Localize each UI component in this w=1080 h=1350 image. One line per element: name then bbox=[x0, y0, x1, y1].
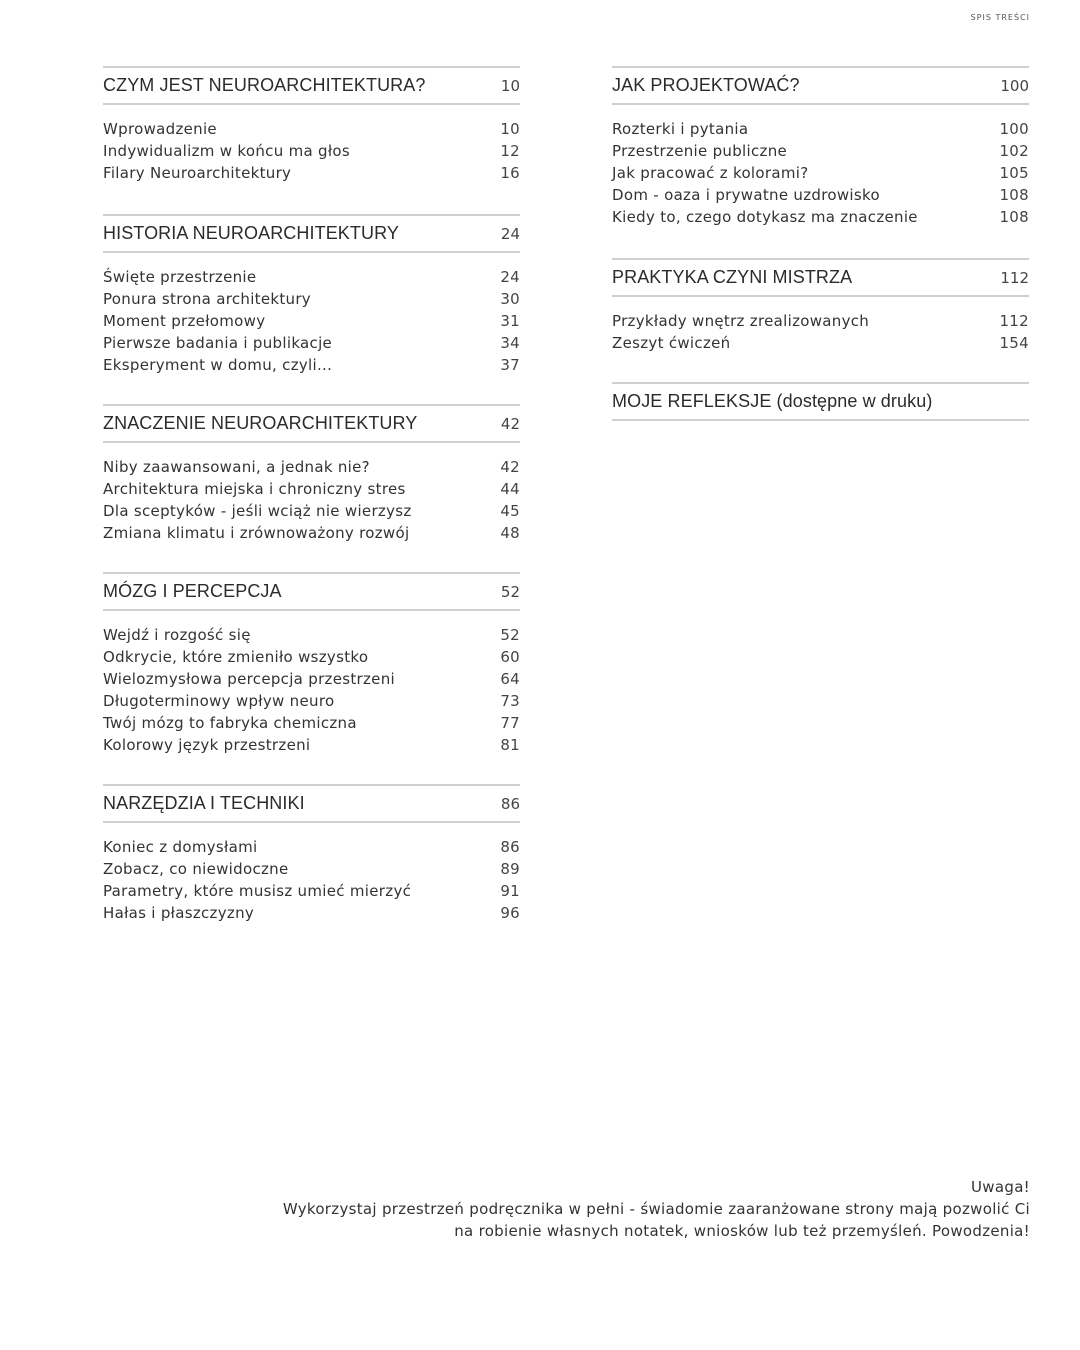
section-entries bbox=[103, 105, 520, 184]
entry-label: Zmiana klimatu i zrównoważony rozwój bbox=[103, 524, 410, 542]
entry-label: Wielozmysłowa percepcja przestrzeni bbox=[103, 670, 395, 688]
section-title: MÓZG I PERCEPCJA bbox=[103, 581, 282, 601]
entry-page-number: 60 bbox=[500, 648, 520, 666]
toc-entry bbox=[103, 162, 520, 184]
section-header bbox=[103, 214, 520, 253]
toc-left-column bbox=[103, 66, 520, 924]
toc-entry bbox=[103, 354, 520, 376]
entry-label: Architektura miejska i chroniczny stres bbox=[103, 480, 406, 498]
toc-right-column bbox=[612, 66, 1029, 421]
note-heading: Uwaga! bbox=[971, 1178, 1030, 1196]
section-entries bbox=[612, 105, 1029, 228]
section-entries bbox=[103, 443, 520, 544]
entry-page-number: 44 bbox=[500, 480, 520, 498]
toc-entry bbox=[103, 646, 520, 668]
entry-label: Odkrycie, które zmieniło wszystko bbox=[103, 648, 369, 666]
section-page-number: 100 bbox=[1000, 76, 1029, 95]
note-line-2: na robienie własnych notatek, wniosków lub też przemyśleń. Powodzenia! bbox=[454, 1222, 1030, 1240]
entry-label: Długoterminowy wpływ neuro bbox=[103, 692, 335, 710]
toc-entry bbox=[103, 624, 520, 646]
toc-entry bbox=[103, 500, 520, 522]
section-page-number: 24 bbox=[500, 224, 520, 243]
toc-entry bbox=[612, 310, 1029, 332]
entry-page-number: 73 bbox=[500, 692, 520, 710]
section-title: JAK PROJEKTOWAĆ? bbox=[612, 75, 800, 95]
entry-label: Przykłady wnętrz zrealizowanych bbox=[612, 312, 870, 330]
section-header bbox=[103, 66, 520, 105]
entry-page-number: 108 bbox=[999, 208, 1029, 226]
entry-page-number: 91 bbox=[500, 882, 520, 900]
toc-section bbox=[103, 572, 520, 756]
entry-label: Twój mózg to fabryka chemiczna bbox=[103, 714, 357, 732]
entry-label: Hałas i płaszczyzny bbox=[103, 904, 255, 922]
entry-page-number: 77 bbox=[500, 714, 520, 732]
entry-page-number: 86 bbox=[500, 838, 520, 856]
entry-label: Ponura strona architektury bbox=[103, 290, 311, 308]
section-page-number: 52 bbox=[500, 582, 520, 601]
toc-entry bbox=[612, 332, 1029, 354]
toc-entry bbox=[103, 902, 520, 924]
toc-entry bbox=[612, 140, 1029, 162]
entry-page-number: 31 bbox=[500, 312, 520, 330]
toc-entry bbox=[103, 310, 520, 332]
toc-entry bbox=[612, 162, 1029, 184]
toc-entry bbox=[612, 184, 1029, 206]
entry-page-number: 37 bbox=[500, 356, 520, 374]
note-box bbox=[130, 1176, 1030, 1242]
toc-section bbox=[103, 66, 520, 184]
entry-page-number: 16 bbox=[500, 164, 520, 182]
entry-page-number: 100 bbox=[999, 120, 1029, 138]
section-header bbox=[103, 784, 520, 823]
entry-page-number: 42 bbox=[500, 458, 520, 476]
page-header-label: SPIS TREŚCI bbox=[970, 13, 1030, 22]
section-entries bbox=[103, 611, 520, 756]
entry-page-number: 12 bbox=[500, 142, 520, 160]
toc-entry bbox=[612, 118, 1029, 140]
section-page-number: 112 bbox=[1000, 268, 1029, 287]
section-title: PRAKTYKA CZYNI MISTRZA bbox=[612, 267, 853, 287]
entry-label: Parametry, które musisz umieć mierzyć bbox=[103, 882, 412, 900]
section-title: ZNACZENIE NEUROARCHITEKTURY bbox=[103, 413, 418, 433]
entry-label: Pierwsze badania i publikacje bbox=[103, 334, 333, 352]
section-entries bbox=[103, 253, 520, 376]
entry-page-number: 10 bbox=[500, 120, 520, 138]
entry-page-number: 102 bbox=[999, 142, 1029, 160]
entry-page-number: 52 bbox=[500, 626, 520, 644]
entry-label: Eksperyment w domu, czyli... bbox=[103, 356, 333, 374]
entry-page-number: 64 bbox=[500, 670, 520, 688]
section-header bbox=[612, 258, 1029, 297]
toc-entry bbox=[103, 880, 520, 902]
toc-entry bbox=[103, 332, 520, 354]
toc-entry bbox=[103, 266, 520, 288]
entry-label: Filary Neuroarchitektury bbox=[103, 164, 292, 182]
section-page-number: 86 bbox=[500, 794, 520, 813]
toc-entry bbox=[103, 690, 520, 712]
toc-entry bbox=[103, 288, 520, 310]
entry-label: Dom - oaza i prywatne uzdrowisko bbox=[612, 186, 880, 204]
entry-page-number: 96 bbox=[500, 904, 520, 922]
section-header bbox=[103, 572, 520, 611]
entry-label: Dla sceptyków - jeśli wciąż nie wierzysz bbox=[103, 502, 412, 520]
section-title: CZYM JEST NEUROARCHITEKTURA? bbox=[103, 75, 426, 95]
section-header bbox=[103, 404, 520, 443]
toc-entry bbox=[103, 118, 520, 140]
toc-entry bbox=[103, 858, 520, 880]
section-title: HISTORIA NEUROARCHITEKTURY bbox=[103, 223, 399, 243]
toc-entry bbox=[103, 522, 520, 544]
entry-label: Wprowadzenie bbox=[103, 120, 217, 138]
entry-page-number: 34 bbox=[500, 334, 520, 352]
toc-entry bbox=[103, 456, 520, 478]
entry-page-number: 154 bbox=[999, 334, 1029, 352]
section-header bbox=[612, 66, 1029, 105]
entry-label: Przestrzenie publiczne bbox=[612, 142, 788, 160]
entry-label: Moment przełomowy bbox=[103, 312, 266, 330]
entry-page-number: 108 bbox=[999, 186, 1029, 204]
entry-label: Niby zaawansowani, a jednak nie? bbox=[103, 458, 370, 476]
entry-label: Rozterki i pytania bbox=[612, 120, 749, 138]
note-line-1: Wykorzystaj przestrzeń podręcznika w pełni - świadomie zaaranżowane strony mają pozwolić Ci bbox=[282, 1200, 1030, 1218]
toc-section bbox=[612, 258, 1029, 354]
entry-label: Zeszyt ćwiczeń bbox=[612, 334, 731, 352]
section-entries bbox=[103, 823, 520, 924]
entry-page-number: 48 bbox=[500, 524, 520, 542]
section-entries bbox=[612, 297, 1029, 354]
section-header bbox=[612, 382, 1029, 421]
toc-section bbox=[103, 214, 520, 376]
entry-label: Wejdź i rozgość się bbox=[103, 626, 251, 644]
section-page-number: 10 bbox=[500, 76, 520, 95]
entry-page-number: 24 bbox=[500, 268, 520, 286]
entry-page-number: 45 bbox=[500, 502, 520, 520]
toc-section bbox=[103, 404, 520, 544]
toc-entry bbox=[103, 478, 520, 500]
entry-label: Koniec z domysłami bbox=[103, 838, 258, 856]
entry-page-number: 89 bbox=[500, 860, 520, 878]
toc-section bbox=[103, 784, 520, 924]
entry-label: Kolorowy język przestrzeni bbox=[103, 736, 311, 754]
entry-page-number: 112 bbox=[999, 312, 1029, 330]
toc-entry bbox=[103, 668, 520, 690]
entry-page-number: 81 bbox=[500, 736, 520, 754]
toc-section bbox=[612, 66, 1029, 228]
entry-page-number: 105 bbox=[999, 164, 1029, 182]
toc-entry bbox=[103, 712, 520, 734]
entry-label: Indywidualizm w końcu ma głos bbox=[103, 142, 351, 160]
section-page-number: 42 bbox=[500, 414, 520, 433]
toc-entry bbox=[612, 206, 1029, 228]
entry-label: Święte przestrzenie bbox=[103, 268, 257, 286]
toc-entry bbox=[103, 836, 520, 858]
section-title: NARZĘDZIA I TECHNIKI bbox=[103, 793, 305, 813]
entry-label: Kiedy to, czego dotykasz ma znaczenie bbox=[612, 208, 918, 226]
toc-section bbox=[612, 382, 1029, 421]
entry-label: Jak pracować z kolorami? bbox=[612, 164, 809, 182]
section-title: MOJE REFLEKSJE (dostępne w druku) bbox=[612, 391, 933, 411]
toc-entry bbox=[103, 140, 520, 162]
entry-label: Zobacz, co niewidoczne bbox=[103, 860, 289, 878]
toc-entry bbox=[103, 734, 520, 756]
entry-page-number: 30 bbox=[500, 290, 520, 308]
